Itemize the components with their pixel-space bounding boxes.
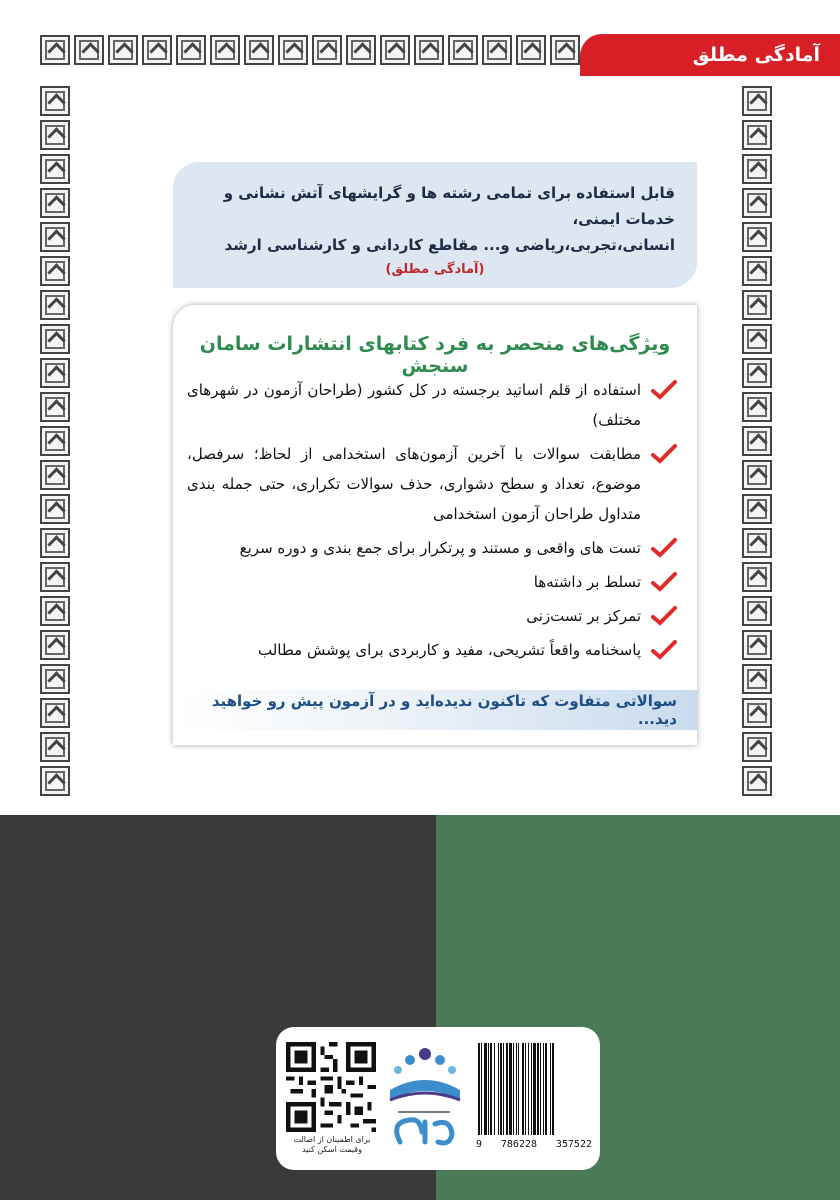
border-tile	[312, 35, 342, 65]
barcode-bar	[518, 1043, 519, 1135]
info-tag: (آمادگی مطلق)	[385, 262, 485, 277]
border-tile	[742, 392, 772, 422]
border-tile	[742, 664, 772, 694]
features-box	[173, 305, 697, 745]
feature-item-text: پاسخنامه واقعاً تشریحی، مفید و کاربردی برای پوشش مطالب	[257, 641, 641, 659]
red-checkmark-icon	[651, 537, 677, 559]
border-tile	[40, 154, 70, 184]
border-tile	[742, 324, 772, 354]
border-tile	[742, 154, 772, 184]
border-tile	[742, 528, 772, 558]
feature-item	[187, 601, 677, 631]
feature-item-text: تمرکز بر تست‌زنی	[526, 607, 641, 625]
red-checkmark-icon	[651, 605, 677, 627]
feature-item-text: مطابقت سوالات با آخرین آزمون‌های استخدامی از لحاظ؛ سرفصل، موضوع، تعداد و سطح دشواری، حذف سوالات تکراری، حتی جمله بندی متداول طراحان آزمون استخدامی	[187, 445, 641, 523]
border-tile	[40, 562, 70, 592]
border-tile	[40, 426, 70, 456]
border-tile	[40, 188, 70, 218]
border-tile	[40, 86, 70, 116]
border-tile	[40, 732, 70, 762]
border-tile	[40, 596, 70, 626]
border-tile	[40, 494, 70, 524]
border-tile	[742, 426, 772, 456]
barcode-bar	[506, 1043, 508, 1135]
barcode-bar	[500, 1043, 502, 1135]
border-tile	[40, 698, 70, 728]
barcode-bar	[522, 1043, 524, 1135]
feature-item-text: استفاده از قلم اساتید برجسته در کل کشور (طراحان آزمون در شهرهای مختلف)	[187, 381, 641, 429]
border-tile	[482, 35, 512, 65]
barcode-bar	[478, 1043, 480, 1135]
border-tile	[742, 460, 772, 490]
barcode-bar	[545, 1043, 547, 1135]
features-footer-text: سوالاتی متفاوت که تاکنون ندیده‌اید و در آزمون پیش رو خواهید دید...	[211, 692, 677, 728]
border-tile	[742, 256, 772, 286]
qr-code-icon	[286, 1042, 376, 1132]
qr-caption-line-1: برای اطمینان از اصالت	[293, 1135, 371, 1144]
border-tile	[742, 222, 772, 252]
border-tile	[210, 35, 240, 65]
barcode-bar	[484, 1043, 487, 1135]
border-tile	[448, 35, 478, 65]
red-checkmark-icon	[651, 639, 677, 661]
barcode-bar	[550, 1043, 551, 1135]
qr-caption	[280, 1135, 384, 1155]
barcode-bar	[481, 1043, 482, 1135]
border-tile	[40, 256, 70, 286]
border-tile	[108, 35, 138, 65]
border-tile	[516, 35, 546, 65]
border-tile	[742, 630, 772, 660]
info-line-2: انسانی،تجربی،ریاضی و... مقاطع کاردانی و کارشناسی ارشد	[224, 236, 675, 254]
barcode-bar	[490, 1043, 492, 1135]
border-tile	[742, 494, 772, 524]
border-tile	[380, 35, 410, 65]
barcode-number-part-2: 786228	[500, 1139, 538, 1150]
border-tile	[40, 324, 70, 354]
barcode-number-part-1: 9	[476, 1139, 483, 1150]
border-tile	[142, 35, 172, 65]
barcode-bar	[552, 1043, 554, 1135]
red-checkmark-icon	[651, 443, 677, 465]
barcode-bar	[543, 1043, 544, 1135]
barcode-number-part-3: 357522	[555, 1139, 592, 1150]
feature-item-text: تست های واقعی و مستند و پرتکرار برای جمع بندی و دوره سریع	[239, 539, 641, 557]
border-tile	[414, 35, 444, 65]
border-tile	[40, 392, 70, 422]
border-tile	[742, 766, 772, 796]
border-tile	[40, 766, 70, 796]
publisher-logo-icon	[380, 1042, 470, 1152]
border-tile	[742, 188, 772, 218]
border-tile	[74, 35, 104, 65]
border-tile	[40, 120, 70, 150]
border-tile	[40, 664, 70, 694]
border-tile	[742, 596, 772, 626]
barcode-bar	[488, 1043, 489, 1135]
barcode-bar	[540, 1043, 541, 1135]
border-tile	[40, 290, 70, 320]
feature-item	[187, 533, 677, 563]
header-badge	[580, 34, 840, 76]
info-line-1: قابل استفاده برای تمامی رشته ها و گرایشهای آتش نشانی و خدمات ایمنی،	[223, 184, 675, 228]
barcode-bar	[494, 1043, 495, 1135]
features-footer-bar	[173, 690, 697, 730]
border-tile	[278, 35, 308, 65]
border-tile	[742, 86, 772, 116]
red-checkmark-icon	[651, 571, 677, 593]
feature-item	[187, 375, 677, 435]
barcode-bar	[533, 1043, 536, 1135]
border-tile	[550, 35, 580, 65]
border-tile	[40, 35, 70, 65]
border-tile	[742, 562, 772, 592]
red-checkmark-icon	[651, 379, 677, 401]
feature-item	[187, 567, 677, 597]
border-tile	[40, 528, 70, 558]
border-tile	[742, 698, 772, 728]
border-tile	[176, 35, 206, 65]
barcode-bar	[509, 1043, 512, 1135]
barcode-number	[476, 1139, 592, 1150]
border-tile	[244, 35, 274, 65]
features-title: ویژگی‌های منحصر به فرد کتابهای انتشارات سامان سنجش	[199, 333, 671, 377]
border-tile	[40, 630, 70, 660]
qr-caption-line-2: وقیمت اسکن کنید	[302, 1145, 362, 1154]
feature-item	[187, 635, 677, 665]
border-tile	[346, 35, 376, 65]
barcode-bar	[528, 1043, 529, 1135]
barcode-bar	[525, 1043, 526, 1135]
header-badge-label: آمادگی مطلق	[692, 44, 820, 66]
barcode-bar	[537, 1043, 539, 1135]
border-tile	[40, 460, 70, 490]
border-tile	[742, 120, 772, 150]
border-tile	[40, 222, 70, 252]
border-tile	[742, 732, 772, 762]
features-list	[187, 375, 677, 669]
barcode-bar	[513, 1043, 514, 1135]
barcode-bar	[516, 1043, 517, 1135]
feature-item	[187, 439, 677, 529]
border-tile	[40, 358, 70, 388]
barcode-card	[276, 1027, 600, 1170]
feature-item-text: تسلط بر داشته‌ها	[533, 573, 641, 591]
info-box	[173, 162, 697, 288]
border-tile	[742, 290, 772, 320]
barcode-bar	[531, 1043, 532, 1135]
barcode-bar	[498, 1043, 499, 1135]
barcode-icon	[476, 1043, 592, 1135]
border-tile	[742, 358, 772, 388]
barcode-bar	[503, 1043, 504, 1135]
